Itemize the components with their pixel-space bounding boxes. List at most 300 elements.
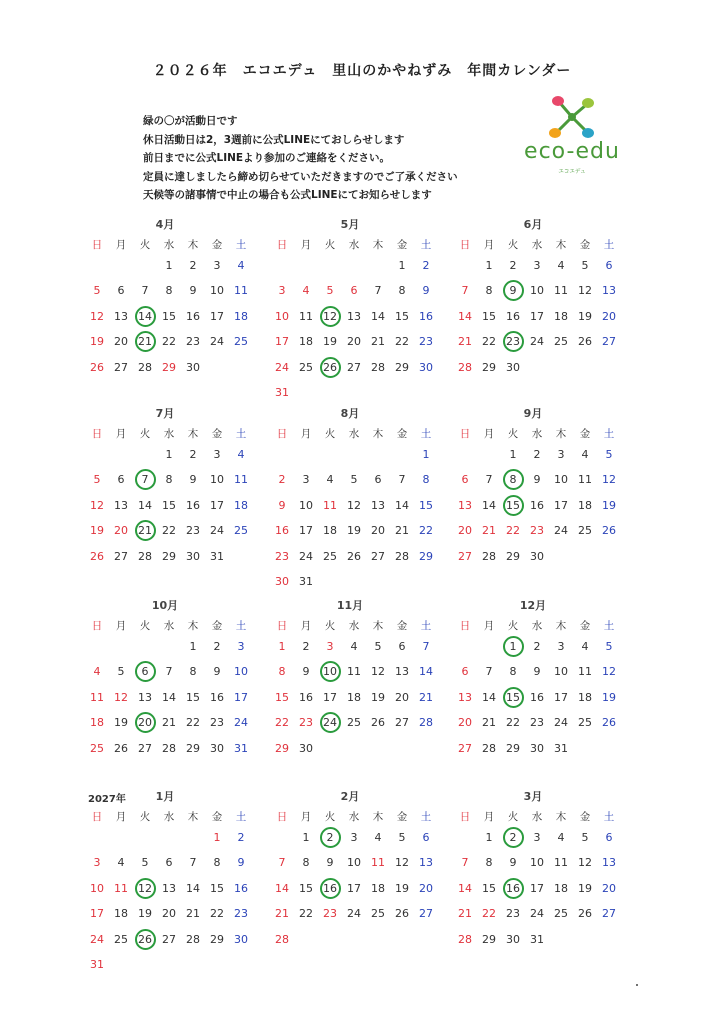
date-cell: 6 (117, 473, 125, 487)
date-cell: 2 (237, 831, 245, 844)
weekday-header: 木 (555, 239, 567, 251)
date-cell: 11 (234, 284, 248, 298)
date-cell: 30 (234, 932, 248, 946)
date-cell: 30 (419, 360, 433, 374)
date-cell: 2 (326, 831, 334, 844)
weekday-header: 水 (348, 239, 360, 251)
month-calendar (270, 216, 433, 401)
activity-day-circle (503, 878, 524, 899)
date-cell: 25 (371, 907, 385, 921)
date-cell: 15 (419, 498, 433, 512)
date-cell: 15 (299, 881, 313, 895)
date-cell: 21 (482, 524, 496, 538)
weekday-header: 日 (459, 811, 471, 823)
date-cell: 12 (602, 473, 616, 487)
date-cell: 18 (347, 690, 361, 704)
date-cell: 2 (422, 259, 430, 272)
date-cell: 19 (602, 498, 616, 512)
weekday-header: 金 (396, 239, 408, 251)
date-cell: 4 (581, 640, 589, 653)
date-cell: 20 (114, 335, 128, 349)
date-cell: 17 (554, 690, 568, 704)
date-cell: 5 (350, 473, 358, 487)
date-cell: 7 (485, 665, 493, 679)
date-cell: 31 (210, 549, 224, 563)
weekday-header: 火 (507, 239, 519, 251)
date-cell: 20 (458, 716, 472, 730)
date-cell: 1 (398, 259, 406, 272)
date-cell: 21 (162, 716, 176, 730)
date-cell: 23 (530, 716, 544, 730)
date-cell: 10 (554, 665, 568, 679)
weekday-header: 金 (211, 428, 223, 440)
date-cell: 26 (90, 360, 104, 374)
date-cell: 19 (602, 690, 616, 704)
date-cell: 8 (398, 284, 406, 298)
date-cell: 21 (371, 335, 385, 349)
date-cell: 13 (458, 690, 472, 704)
date-cell: 22 (506, 716, 520, 730)
date-cell: 2 (509, 831, 517, 844)
date-cell: 9 (533, 473, 541, 487)
activity-day-circle (503, 827, 524, 848)
date-cell: 17 (234, 690, 248, 704)
date-cell: 10 (210, 473, 224, 487)
weekday-header: 日 (91, 239, 103, 251)
month-title: 1月 (155, 790, 175, 803)
weekday-header: 土 (420, 811, 432, 823)
month-calendar (270, 597, 433, 782)
date-cell: 26 (371, 716, 385, 730)
date-cell: 5 (581, 259, 589, 272)
date-cell: 17 (210, 309, 224, 323)
weekday-header: 火 (324, 620, 336, 632)
date-cell: 29 (162, 549, 176, 563)
date-cell: 15 (210, 881, 224, 895)
date-cell: 17 (90, 907, 104, 921)
date-cell: 4 (374, 831, 382, 844)
date-cell: 20 (602, 309, 616, 323)
date-cell: 13 (114, 498, 128, 512)
weekday-header: 土 (235, 811, 247, 823)
month-title: 11月 (336, 599, 364, 612)
weekday-header: 火 (324, 811, 336, 823)
weekday-header: 火 (139, 239, 151, 251)
date-cell: 14 (419, 665, 433, 679)
date-cell: 10 (90, 881, 104, 895)
date-cell: 12 (90, 309, 104, 323)
date-cell: 20 (419, 881, 433, 895)
date-cell: 3 (533, 259, 541, 272)
date-cell: 23 (299, 716, 313, 730)
date-cell: 28 (138, 360, 152, 374)
date-cell: 21 (186, 907, 200, 921)
date-cell: 27 (114, 549, 128, 563)
date-cell: 1 (485, 259, 493, 272)
date-cell: 26 (578, 907, 592, 921)
date-cell: 3 (93, 856, 101, 870)
date-cell: 3 (278, 284, 286, 298)
date-cell: 24 (554, 716, 568, 730)
date-cell: 8 (189, 665, 197, 679)
activity-day-circle (320, 661, 341, 682)
month-title: 3月 (523, 790, 543, 803)
weekday-header: 木 (555, 428, 567, 440)
date-cell: 15 (395, 309, 409, 323)
month-calendar (270, 405, 433, 590)
weekday-header: 金 (579, 428, 591, 440)
date-cell: 10 (299, 498, 313, 512)
weekday-header: 木 (555, 620, 567, 632)
date-cell: 18 (554, 881, 568, 895)
date-cell: 27 (162, 932, 176, 946)
weekday-header: 月 (300, 620, 312, 632)
note-line: 天候等の諸事情で中止の場合も公式LINEにてお知らせします (143, 189, 432, 201)
date-cell: 17 (275, 335, 289, 349)
date-cell: 9 (533, 665, 541, 679)
weekday-header: 土 (420, 428, 432, 440)
activity-day-circle (135, 331, 156, 352)
date-cell: 29 (275, 741, 289, 755)
date-cell: 27 (602, 907, 616, 921)
date-cell: 29 (210, 932, 224, 946)
date-cell: 27 (602, 335, 616, 349)
date-cell: 23 (275, 549, 289, 563)
month-title: 8月 (340, 407, 360, 420)
date-cell: 11 (554, 284, 568, 298)
weekday-header: 水 (348, 620, 360, 632)
date-cell: 23 (530, 524, 544, 538)
date-cell: 7 (141, 473, 149, 487)
date-cell: 22 (395, 335, 409, 349)
date-cell: 16 (506, 881, 520, 895)
date-cell: 9 (302, 665, 310, 679)
activity-day-circle (503, 331, 524, 352)
date-cell: 26 (90, 549, 104, 563)
date-cell: 27 (138, 741, 152, 755)
date-cell: 17 (554, 498, 568, 512)
date-cell: 8 (509, 665, 517, 679)
date-cell: 5 (141, 856, 149, 870)
date-cell: 17 (323, 690, 337, 704)
date-cell: 10 (323, 665, 337, 679)
date-cell: 29 (419, 549, 433, 563)
date-cell: 23 (419, 335, 433, 349)
date-cell: 31 (234, 741, 248, 755)
date-cell: 24 (554, 524, 568, 538)
weekday-header: 月 (483, 620, 495, 632)
date-cell: 28 (482, 549, 496, 563)
date-cell: 1 (213, 831, 221, 844)
date-cell: 22 (299, 907, 313, 921)
date-cell: 21 (482, 716, 496, 730)
date-cell: 13 (138, 690, 152, 704)
weekday-header: 月 (300, 428, 312, 440)
date-cell: 21 (275, 907, 289, 921)
date-cell: 14 (162, 690, 176, 704)
date-cell: 30 (210, 741, 224, 755)
month-calendar (453, 788, 616, 973)
date-cell: 22 (419, 524, 433, 538)
date-cell: 3 (350, 831, 358, 844)
date-cell: 1 (509, 448, 517, 461)
date-cell: 6 (461, 665, 469, 679)
leaf-logo-icon (546, 95, 598, 139)
activity-day-circle (503, 687, 524, 708)
date-cell: 7 (422, 640, 430, 653)
date-cell: 25 (554, 335, 568, 349)
weekday-header: 水 (348, 428, 360, 440)
date-cell: 23 (323, 907, 337, 921)
date-cell: 29 (162, 360, 176, 374)
weekday-header: 月 (115, 239, 127, 251)
date-cell: 6 (398, 640, 406, 653)
date-cell: 30 (299, 741, 313, 755)
date-cell: 2 (533, 640, 541, 653)
date-cell: 28 (275, 932, 289, 946)
weekday-header: 土 (603, 428, 615, 440)
date-cell: 17 (530, 309, 544, 323)
year-label: 2027年 (88, 794, 126, 805)
date-cell: 20 (395, 690, 409, 704)
weekday-header: 木 (372, 811, 384, 823)
weekday-header: 月 (115, 811, 127, 823)
weekday-header: 木 (187, 239, 199, 251)
weekday-header: 金 (396, 428, 408, 440)
date-cell: 19 (395, 881, 409, 895)
weekday-header: 水 (531, 620, 543, 632)
date-cell: 19 (90, 524, 104, 538)
date-cell: 22 (162, 335, 176, 349)
date-cell: 12 (602, 665, 616, 679)
date-cell: 24 (299, 549, 313, 563)
date-cell: 18 (90, 716, 104, 730)
date-cell: 22 (482, 335, 496, 349)
weekday-header: 土 (603, 620, 615, 632)
weekday-header: 水 (531, 428, 543, 440)
date-cell: 19 (347, 524, 361, 538)
date-cell: 31 (275, 386, 289, 399)
date-cell: 19 (371, 690, 385, 704)
note-line: 前日までに公式LINEより参加のご連絡をください。 (143, 152, 391, 164)
weekday-header: 木 (555, 811, 567, 823)
weekday-header: 火 (507, 428, 519, 440)
weekday-header: 水 (163, 239, 175, 251)
date-cell: 5 (117, 665, 125, 679)
date-cell: 3 (557, 448, 565, 461)
date-cell: 13 (602, 284, 616, 298)
date-cell: 26 (323, 360, 337, 374)
date-cell: 25 (323, 549, 337, 563)
date-cell: 24 (275, 360, 289, 374)
date-cell: 30 (506, 360, 520, 374)
month-title: 2月 (340, 790, 360, 803)
date-cell: 13 (371, 498, 385, 512)
weekday-header: 水 (531, 811, 543, 823)
logo-text: eco-edu (524, 139, 620, 164)
weekday-header: 日 (459, 620, 471, 632)
date-cell: 24 (530, 907, 544, 921)
weekday-header: 日 (276, 620, 288, 632)
date-cell: 27 (347, 360, 361, 374)
date-cell: 28 (419, 716, 433, 730)
date-cell: 29 (506, 741, 520, 755)
weekday-header: 金 (579, 811, 591, 823)
activity-day-circle (135, 306, 156, 327)
date-cell: 11 (234, 473, 248, 487)
date-cell: 11 (578, 473, 592, 487)
date-cell: 31 (299, 575, 313, 588)
activity-day-circle (503, 636, 524, 657)
date-cell: 21 (458, 335, 472, 349)
date-cell: 24 (90, 932, 104, 946)
month-calendar (85, 597, 248, 782)
date-cell: 16 (506, 309, 520, 323)
date-cell: 21 (138, 335, 152, 349)
date-cell: 8 (278, 665, 286, 679)
date-cell: 21 (395, 524, 409, 538)
weekday-header: 火 (324, 428, 336, 440)
activity-day-circle (135, 878, 156, 899)
month-calendar (453, 597, 616, 782)
date-cell: 25 (554, 907, 568, 921)
date-cell: 9 (213, 665, 221, 679)
date-cell: 17 (530, 881, 544, 895)
date-cell: 3 (302, 473, 310, 487)
weekday-header: 日 (91, 620, 103, 632)
date-cell: 28 (186, 932, 200, 946)
date-cell: 31 (90, 958, 104, 971)
date-cell: 13 (162, 881, 176, 895)
date-cell: 3 (326, 640, 334, 653)
weekday-header: 水 (348, 811, 360, 823)
activity-day-circle (135, 469, 156, 490)
date-cell: 29 (186, 741, 200, 755)
date-cell: 11 (578, 665, 592, 679)
month-title: 7月 (155, 407, 175, 420)
date-cell: 8 (485, 284, 493, 298)
date-cell: 4 (302, 284, 310, 298)
weekday-header: 火 (507, 811, 519, 823)
date-cell: 26 (138, 932, 152, 946)
date-cell: 23 (186, 524, 200, 538)
date-cell: 9 (509, 284, 517, 298)
date-cell: 22 (275, 716, 289, 730)
date-cell: 19 (114, 716, 128, 730)
date-cell: 11 (323, 498, 337, 512)
date-cell: 7 (485, 473, 493, 487)
date-cell: 23 (506, 335, 520, 349)
activity-day-circle (503, 469, 524, 490)
date-cell: 26 (602, 716, 616, 730)
date-cell: 12 (138, 881, 152, 895)
date-cell: 2 (278, 473, 286, 487)
date-cell: 19 (578, 309, 592, 323)
date-cell: 28 (162, 741, 176, 755)
date-cell: 4 (237, 259, 245, 272)
date-cell: 10 (530, 284, 544, 298)
date-cell: 3 (533, 831, 541, 844)
date-cell: 20 (138, 716, 152, 730)
date-cell: 28 (482, 741, 496, 755)
date-cell: 11 (114, 881, 128, 895)
date-cell: 4 (350, 640, 358, 653)
date-cell: 18 (234, 309, 248, 323)
date-cell: 10 (210, 284, 224, 298)
date-cell: 24 (234, 716, 248, 730)
date-cell: 10 (234, 665, 248, 679)
date-cell: 13 (347, 309, 361, 323)
date-cell: 23 (210, 716, 224, 730)
month-title: 9月 (523, 407, 543, 420)
notes-block (143, 112, 458, 205)
weekday-header: 月 (483, 239, 495, 251)
page-title: ２０２６年 エコエデュ 里山のかやねずみ 年間カレンダー (152, 63, 572, 79)
date-cell: 27 (458, 549, 472, 563)
weekday-header: 月 (115, 428, 127, 440)
date-cell: 29 (482, 360, 496, 374)
date-cell: 5 (581, 831, 589, 844)
date-cell: 20 (162, 907, 176, 921)
date-cell: 25 (114, 932, 128, 946)
date-cell: 10 (347, 856, 361, 870)
date-cell: 17 (347, 881, 361, 895)
date-cell: 6 (141, 665, 149, 679)
weekday-header: 月 (483, 428, 495, 440)
date-cell: 19 (323, 335, 337, 349)
date-cell: 1 (165, 259, 173, 272)
date-cell: 8 (302, 856, 310, 870)
date-cell: 19 (578, 881, 592, 895)
date-cell: 10 (554, 473, 568, 487)
date-cell: 5 (605, 448, 613, 461)
date-cell: 26 (347, 549, 361, 563)
date-cell: 18 (114, 907, 128, 921)
date-cell: 11 (299, 309, 313, 323)
date-cell: 1 (278, 640, 286, 653)
date-cell: 11 (554, 856, 568, 870)
date-cell: 15 (186, 690, 200, 704)
date-cell: 1 (485, 831, 493, 844)
date-cell: 20 (458, 524, 472, 538)
date-cell: 14 (395, 498, 409, 512)
date-cell: 14 (186, 881, 200, 895)
date-cell: 27 (458, 741, 472, 755)
date-cell: 7 (461, 284, 469, 298)
date-cell: 8 (213, 856, 221, 870)
date-cell: 23 (506, 907, 520, 921)
date-cell: 30 (530, 741, 544, 755)
month-calendar (85, 788, 248, 973)
date-cell: 22 (506, 524, 520, 538)
month-calendar (85, 405, 248, 590)
date-cell: 28 (458, 932, 472, 946)
date-cell: 25 (234, 335, 248, 349)
date-cell: 4 (557, 831, 565, 844)
date-cell: 29 (482, 932, 496, 946)
date-cell: 14 (482, 498, 496, 512)
date-cell: 15 (506, 690, 520, 704)
weekday-header: 月 (300, 811, 312, 823)
date-cell: 20 (114, 524, 128, 538)
date-cell: 5 (326, 284, 334, 298)
weekday-header: 土 (603, 239, 615, 251)
date-cell: 15 (482, 309, 496, 323)
weekday-header: 日 (459, 239, 471, 251)
date-cell: 1 (189, 640, 197, 653)
weekday-header: 火 (139, 620, 151, 632)
date-cell: 5 (374, 640, 382, 653)
